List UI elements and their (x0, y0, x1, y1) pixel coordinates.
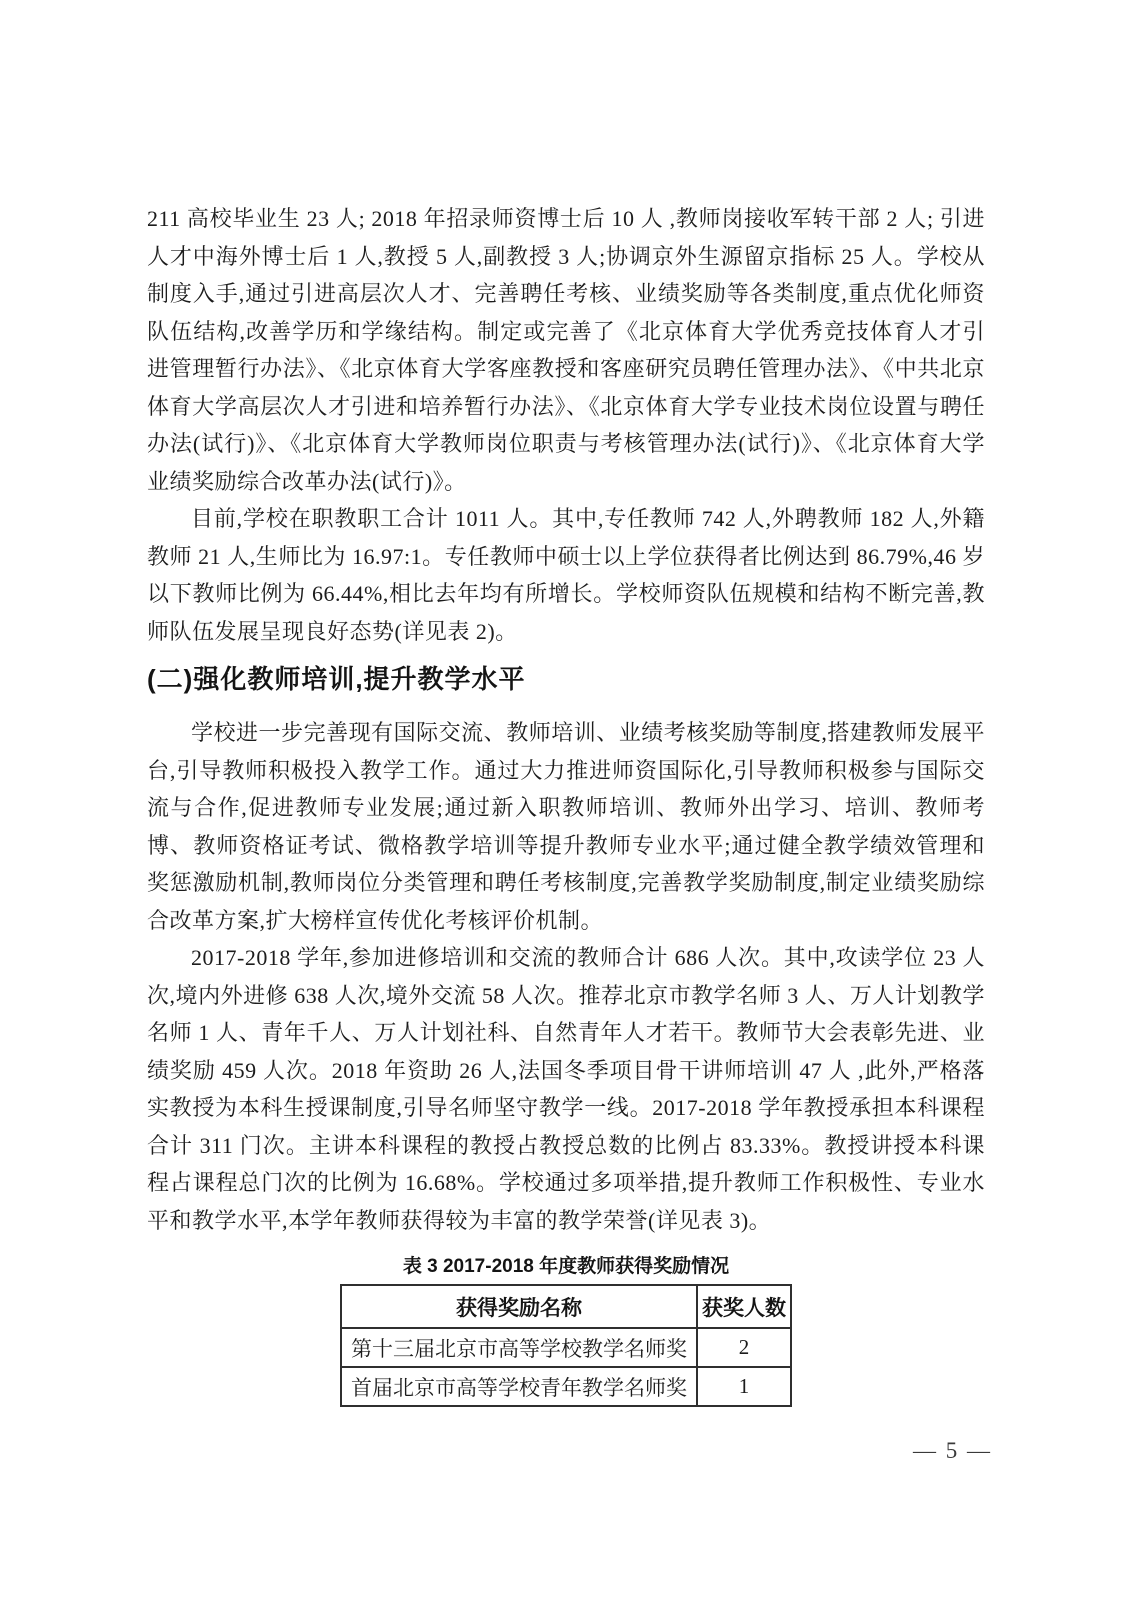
awards-table (340, 1284, 792, 1407)
award-name-cell: 第十三届北京市高等学校教学名师奖 (341, 1328, 697, 1367)
table-row (341, 1367, 791, 1406)
winner-count-cell: 2 (697, 1328, 791, 1367)
table-header-award-name: 获得奖励名称 (341, 1285, 697, 1328)
paragraph-training-system: 学校进一步完善现有国际交流、教师培训、业绩考核奖励等制度,搭建教师发展平台,引导教师积极投入教学工作。通过大力推进师资国际化,引导教师积极参与国际交流与合作,促进教师专业发展;通过新入职教师培训、教师外出学习、培训、教师考博、教师资格证考试、微格教学培训等提升教师专业水平;通过健全教学绩效管理和奖惩激励机制,教师岗位分类管理和聘任考核制度,完善教学奖励制度,制定业绩奖励综合改革方案,扩大榜样宣传优化考核评价机制。 (147, 720, 985, 933)
table-caption: 表 3 2017-2018 年度教师获得奖励情况 (402, 1256, 730, 1277)
page-content (147, 200, 985, 1407)
winner-count-cell: 1 (697, 1367, 791, 1406)
paragraph-training-statistics: 2017-2018 学年,参加进修培训和交流的教师合计 686 人次。其中,攻读学位 23 人次,境内外进修 638 人次,境外交流 58 人次。推荐北京市教学名师 3 人、万人计划教学名师 1 人、青年千人、万人计划社科、自然青年人才若干。教师节大会表彰先进、业绩奖励 459 人次。2018 年资助 26 人,法国冬季项目骨干讲师培训 47 人 ,此外,严格落实教授为本科生授课制度,引导名师坚守教学一线。2017-2018 学年教授承担本科课程合计 311 门次。主讲本科课程的教授占教授总数的比例占 83.33%。教授讲授本科课程占课程总门次的比例为 16.68%。学校通过多项举措,提升教师工作积极性、专业水平和教学水平,本学年教师获得较为丰富的教学荣誉(详见表 3)。 (147, 945, 985, 1233)
page-number: — 5 — (913, 1438, 992, 1463)
paragraph-staff-statistics: 目前,学校在职教职工合计 1011 人。其中,专任教师 742 人,外聘教师 182 人,外籍教师 21 人,生师比为 16.97:1。专任教师中硕士以上学位获得者比例达到 86.79%,46 岁以下教师比例为 66.44%,相比去年均有所增长。学校师资队伍规模和结构不断完善,教师队伍发展呈现良好态势(详见表 2)。 (147, 506, 985, 644)
table-header-row (341, 1285, 791, 1328)
table-header-winner-count: 获奖人数 (697, 1285, 791, 1328)
section-heading-teacher-training: (二)强化教师培训,提升教学水平 (147, 664, 526, 694)
award-name-cell: 首届北京市高等学校青年教学名师奖 (341, 1367, 697, 1406)
paragraph-recruitment: 211 高校毕业生 23 人; 2018 年招录师资博士后 10 人 ,教师岗接收军转干部 2 人; 引进人才中海外博士后 1 人,教授 5 人,副教授 3 人;协调京外生源留京指标 25 人。学校从制度入手,通过引进高层次人才、完善聘任考核、业绩奖励等各类制度,重点优化师资队伍结构,改善学历和学缘结构。制定或完善了《北京体育大学优秀竞技体育人才引进管理暂行办法》、《北京体育大学客座教授和客座研究员聘任管理办法》、《中共北京体育大学高层次人才引进和培养暂行办法》、《北京体育大学专业技术岗位设置与聘任办法(试行)》、《北京体育大学教师岗位职责与考核管理办法(试行)》、《北京体育大学业绩奖励综合改革办法(试行)》。 (147, 206, 985, 494)
table-row (341, 1328, 791, 1367)
